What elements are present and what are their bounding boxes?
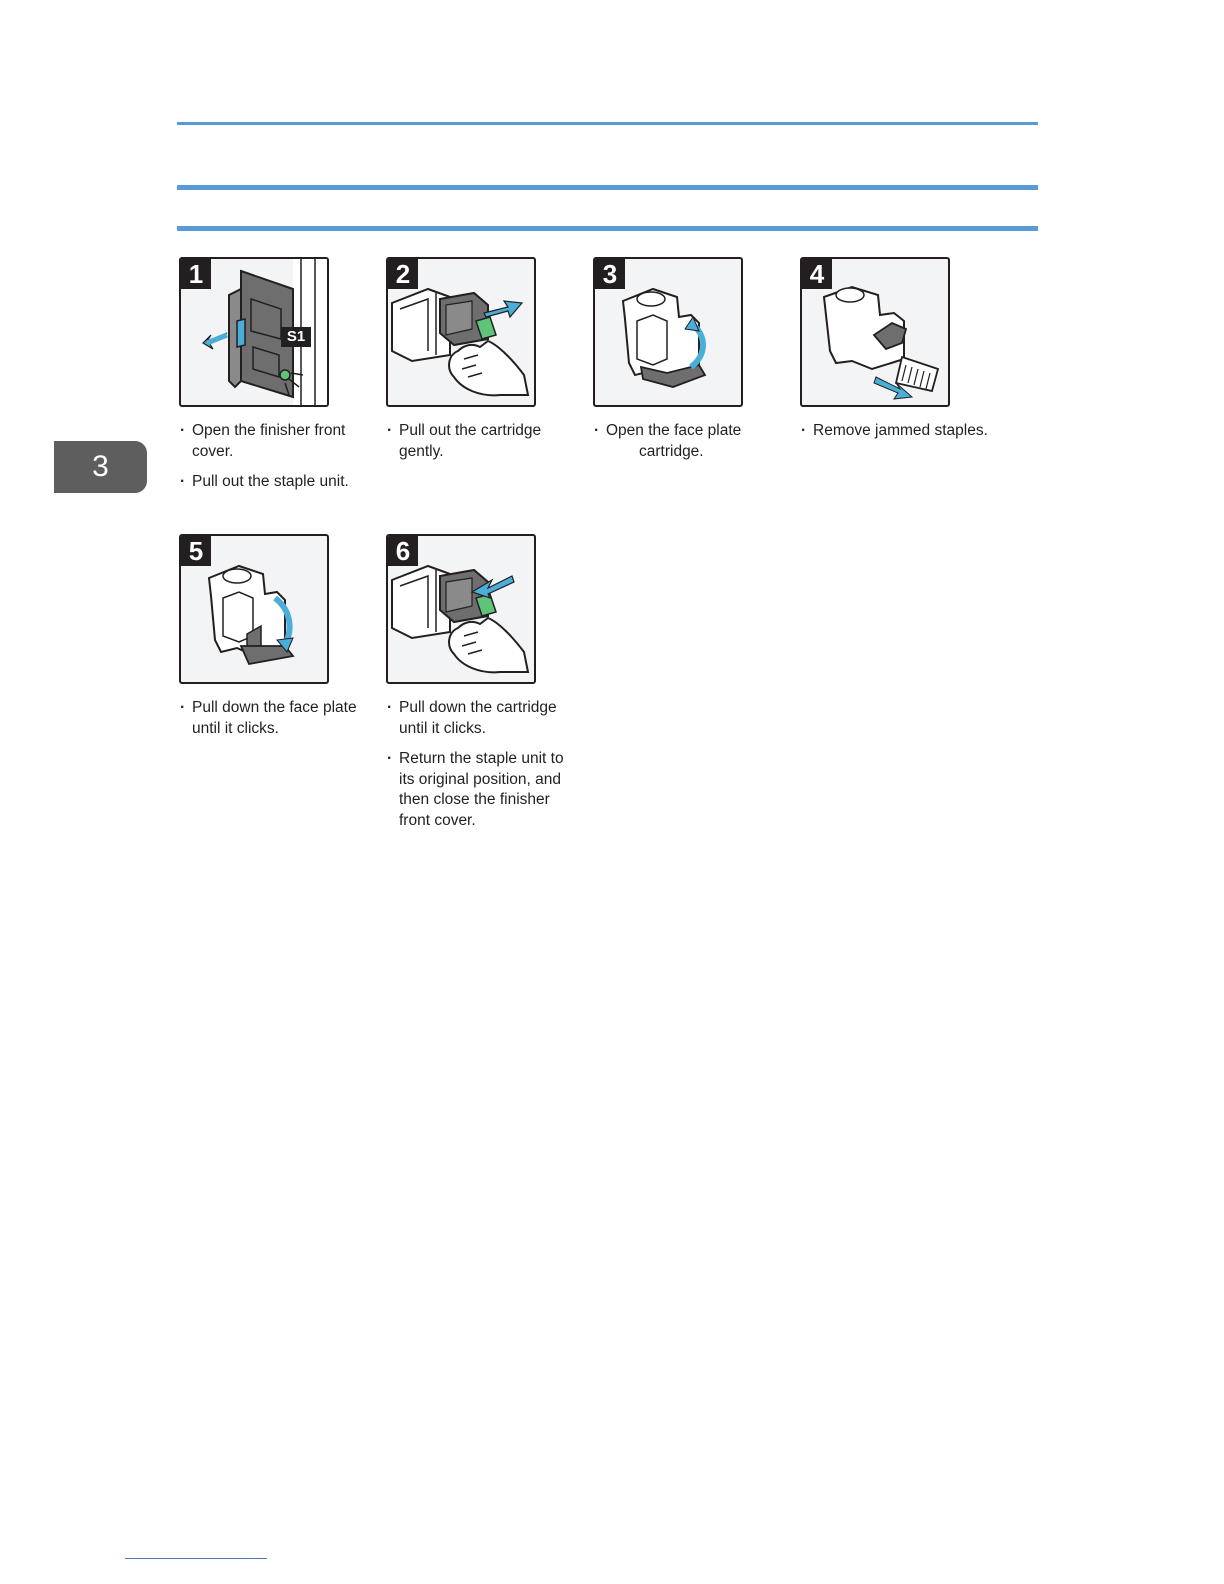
step-4 xyxy=(800,257,990,452)
step-3-line-1: · Open the face plate xyxy=(593,421,783,442)
s1-label: S1 xyxy=(281,327,311,347)
step-number: 6 xyxy=(388,536,418,566)
step-4-line-1: · Remove jammed staples. xyxy=(800,421,990,442)
step-5-line-1: · Pull down the face plate until it clicks. xyxy=(179,698,369,739)
step-2 xyxy=(386,257,576,472)
step-6-line-2: · Return the staple unit to its original position, and then close the finisher front cover. xyxy=(386,749,576,831)
step-3-caption xyxy=(593,421,783,462)
step-1-illustration xyxy=(179,257,329,407)
step-number: 3 xyxy=(595,259,625,289)
step-3 xyxy=(593,257,783,462)
step-3-illustration xyxy=(593,257,743,407)
header-rule-bottom xyxy=(177,226,1038,231)
footer-rule xyxy=(125,1558,267,1559)
step-4-caption xyxy=(800,421,990,442)
step-number: 5 xyxy=(181,536,211,566)
step-6 xyxy=(386,534,576,841)
step-1-caption xyxy=(179,421,369,493)
step-3-line-2: cartridge. xyxy=(639,442,704,460)
step-5-caption xyxy=(179,698,369,739)
step-number: 2 xyxy=(388,259,418,289)
step-1-line-1: · Open the finisher front cover. xyxy=(179,421,369,462)
step-1 xyxy=(179,257,369,503)
step-2-caption xyxy=(386,421,576,462)
header-rule-top xyxy=(177,122,1038,125)
header-rule-middle xyxy=(177,185,1038,190)
step-6-line-1: · Pull down the cartridge until it clicks. xyxy=(386,698,576,739)
step-4-illustration xyxy=(800,257,950,407)
step-number: 4 xyxy=(802,259,832,289)
step-2-illustration xyxy=(386,257,536,407)
step-5-illustration xyxy=(179,534,329,684)
step-6-illustration xyxy=(386,534,536,684)
step-2-line-1: · Pull out the cartridge gently. xyxy=(386,421,576,462)
step-5 xyxy=(179,534,369,749)
chapter-tab: 3 xyxy=(54,441,147,493)
step-number: 1 xyxy=(181,259,211,289)
step-1-line-2: · Pull out the staple unit. xyxy=(179,472,369,493)
step-6-caption xyxy=(386,698,576,831)
